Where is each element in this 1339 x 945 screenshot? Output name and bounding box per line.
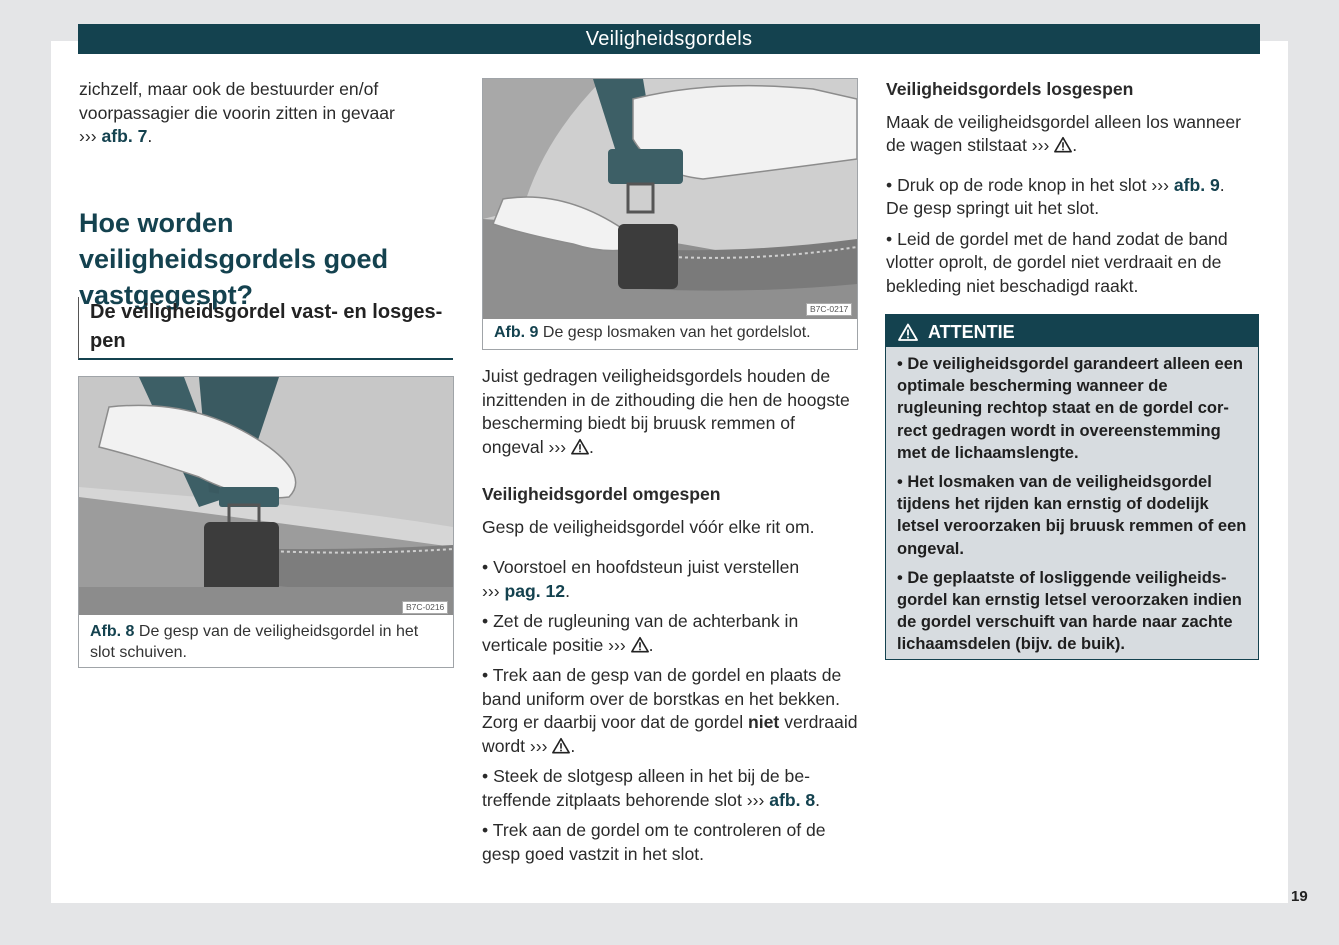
subheading: De veiligheidsgordel vast- en losgespen <box>90 301 443 352</box>
arrow-ref-icon: ››› <box>608 634 626 655</box>
arrow-ref-icon: ››› <box>548 436 567 457</box>
attention-body <box>897 353 1247 663</box>
attention-title: ATTENTIE <box>928 322 1015 342</box>
arrow-ref-icon: ››› <box>79 126 97 146</box>
figure-8-code: B7C-0216 <box>402 601 448 614</box>
figure-8-caption <box>90 621 445 663</box>
figure-9-caption <box>494 322 849 343</box>
attention-item: • De veiligheidsgordel garandeert alleen een optimale bescherming wanneer de rugleuning rechtop staat en de gordel correct gedragen wordt in overeenstemming met de lichaamslengte. <box>897 355 1243 462</box>
page-number: 19 <box>1291 888 1308 905</box>
subheading-box <box>78 297 453 360</box>
bullet-icon: • <box>482 557 489 577</box>
list-item: • Trek aan de gesp van de gordel en plaats de band uniform over de borstkas en het bekken. Zorg er daarbij voor dat de gordel niet verdraaid wordt ››› . <box>482 665 858 756</box>
intro-losgespen: Maak de veiligheidsgordel alleen los wanneer de wagen stilstaat ››› . <box>886 111 1242 155</box>
figure-8-illustration <box>79 377 453 615</box>
subheading-omgespen: Veiligheidsgordel omgespen <box>482 484 721 504</box>
figure-9 <box>482 78 858 350</box>
figure-8-label: Afb. 8 <box>90 623 135 640</box>
ref-afb-7[interactable]: afb. 7 <box>101 126 148 146</box>
figure-8-caption-text: De gesp van de veiligheidsgordel in het slot schuiven. <box>90 623 419 661</box>
arrow-ref-icon: ››› <box>1151 174 1169 195</box>
figure-9-caption-text: De gesp losmaken van het gordelslot. <box>542 324 811 341</box>
page-title: Hoe worden veiligheidsgordels goed vastgegespt? <box>79 208 389 310</box>
warning-icon <box>898 323 918 341</box>
column-3-text <box>886 78 1262 305</box>
bullet-icon: • <box>886 228 893 249</box>
arrow-ref-icon: ››› <box>746 789 765 810</box>
intro-paragraph: zichzelf, maar ook de bestuurder en/of voorpassagier die voorin zitten in gevaar ››› afb. 7. <box>79 79 395 146</box>
warning-icon <box>571 438 589 455</box>
warning-icon <box>1054 136 1072 153</box>
bullet-icon: • <box>482 665 489 685</box>
figure-9-illustration <box>483 79 857 319</box>
subheading-losgespen: Veiligheidsgordels losgespen <box>886 79 1134 99</box>
section-header: Veiligheidsgordels <box>78 24 1260 54</box>
ref-afb-8[interactable]: afb. 8 <box>769 789 816 810</box>
attention-item: • De geplaatste of losliggende veiligheidsgordel kan ernstig letsel veroorzaken indien de gordel verschuift van harde naar zachte lichaamsdelen (bijv. de buik). <box>897 568 1242 654</box>
figure-9-code: B7C-0217 <box>806 303 852 316</box>
list-item: • Voorstoel en hoofdsteun juist verstellen ››› pag. 12. <box>482 557 800 601</box>
arrow-ref-icon: ››› <box>482 580 500 601</box>
bullet-icon: • <box>482 820 489 840</box>
subintro-omgespen: Gesp de veiligheidsgordel vóór elke rit om. <box>482 516 815 537</box>
intro-text: zichzelf, maar ook de bestuurder en/of voorpassagier die voorin zitten in gevaar <box>79 79 395 123</box>
column-2-text <box>482 365 858 873</box>
ref-afb-9[interactable]: afb. 9 <box>1173 174 1220 195</box>
ref-pag-12[interactable]: pag. 12 <box>504 580 566 601</box>
list-item: • Trek aan de gordel om te controleren of de gesp goed vastzit in het slot. <box>482 820 826 864</box>
warning-icon <box>552 737 570 754</box>
attention-item: • Het losmaken van de veiligheidsgordel tijdens het rijden kan ernstig of dodelijk letsel veroorzaken bij bruusk remmen of een ongeval. <box>897 473 1247 558</box>
attention-header <box>886 315 1258 347</box>
warning-icon <box>631 636 649 653</box>
figure-8 <box>78 376 454 668</box>
list-item: • Druk op de rode knop in het slot ››› afb. 9. De gesp springt uit het slot. <box>886 174 1225 218</box>
arrow-ref-icon: ››› <box>1031 135 1050 155</box>
list-item: • Zet de rugleuning van de achterbank in verticale positie ››› . <box>482 611 799 655</box>
bullet-icon: • <box>886 174 893 195</box>
list-item: • Leid de gordel met de hand zodat de band vlotter oprolt, de gordel niet verdraait en de bekleding niet beschadigd raakt. <box>886 228 1228 296</box>
figure-9-label: Afb. 9 <box>494 324 539 341</box>
list-item: • Steek de slotgesp alleen in het bij de betreffende zitplaats behorende slot ››› afb. 8. <box>482 766 821 810</box>
bullet-icon: • <box>482 766 489 786</box>
bullet-icon: • <box>482 611 489 631</box>
paragraph-protection: Juist gedragen veiligheidsgordels houden de inzittenden in de zithouding die hen de hoogste bescherming biedt bij bruusk remmen of ongeval ››› . <box>482 366 850 457</box>
arrow-ref-icon: ››› <box>529 735 548 756</box>
attention-box <box>885 314 1259 660</box>
